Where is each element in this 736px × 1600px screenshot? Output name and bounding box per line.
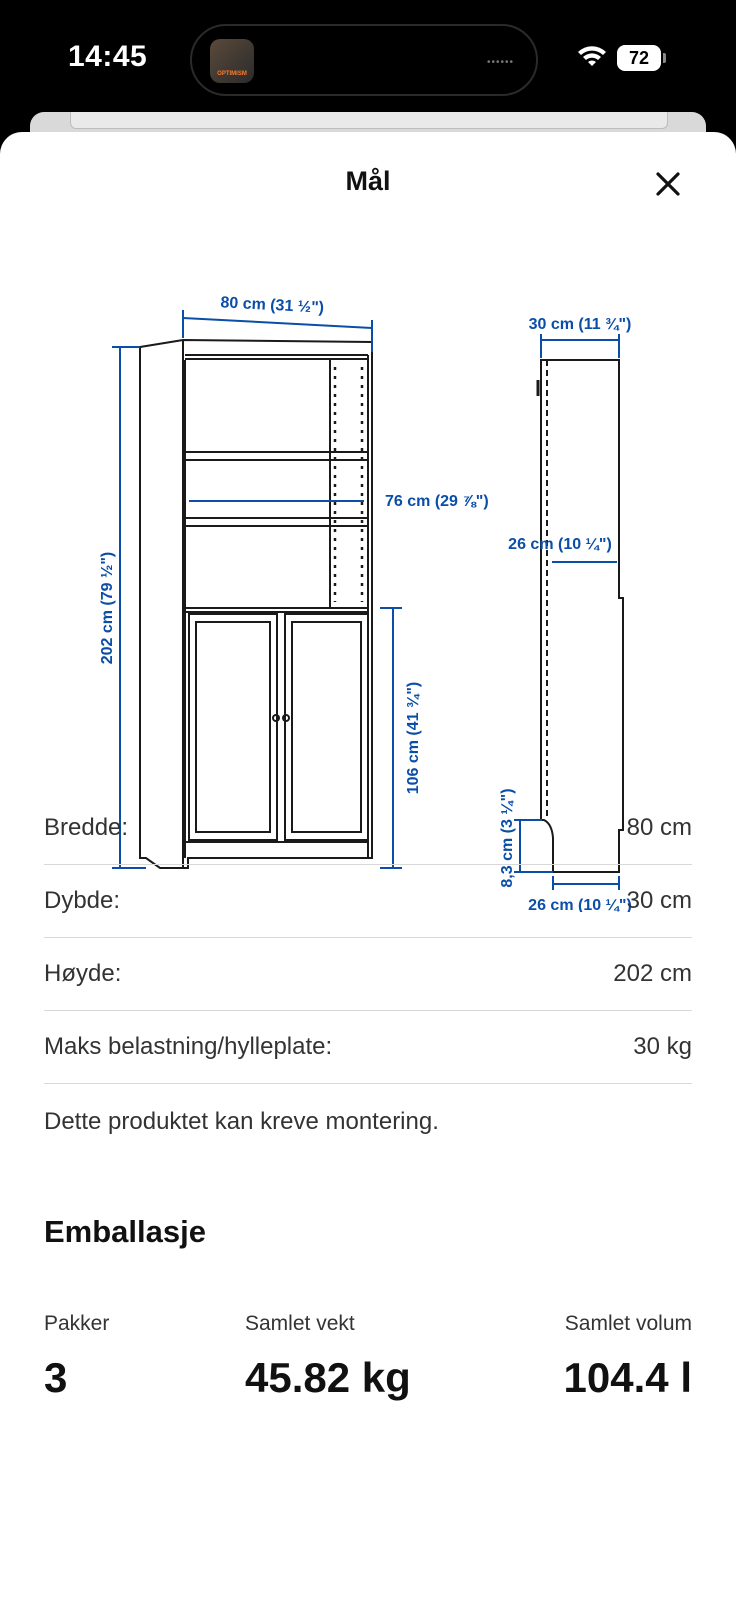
volume-value: 104.4 l — [563, 1354, 692, 1401]
volume-stat — [564, 1312, 692, 1402]
now-playing-artwork[interactable] — [210, 39, 254, 83]
label-inner-width: 76 cm (29 ⅞") — [385, 493, 489, 510]
label-side-depth-top: 30 cm (11 ¾") — [528, 316, 632, 333]
status-bar — [0, 0, 736, 118]
label-side-depth-bottom: 26 cm (10 ¼") — [528, 897, 632, 912]
close-icon[interactable] — [652, 168, 684, 200]
status-time: 14:45 — [68, 40, 148, 73]
dimension-label: Maks belastning/hylleplate: — [44, 1033, 333, 1060]
packages-stat — [44, 1312, 109, 1402]
packages-value: 3 — [44, 1354, 68, 1401]
dynamic-island[interactable] — [190, 24, 538, 96]
label-door-height: 106 cm (41 ¾") — [405, 681, 422, 795]
label-plinth-height: 8,3 cm (3 ¼") — [499, 788, 516, 888]
dimension-row — [44, 865, 692, 938]
weight-stat — [245, 1312, 411, 1402]
dimension-label: Bredde: — [44, 814, 129, 841]
weight-label: Samlet vekt — [245, 1312, 355, 1335]
dimension-value: 30 kg — [633, 1033, 692, 1060]
wifi-icon — [576, 44, 608, 68]
cabinet-outline — [140, 340, 372, 868]
artwork-label: OPTIMISM — [217, 71, 247, 77]
dimensions-table — [44, 792, 692, 1084]
packages-label: Pakker — [44, 1312, 110, 1335]
label-side-depth-inner: 26 cm (10 ¼") — [508, 536, 612, 553]
dimension-label: Høyde: — [44, 960, 122, 987]
dimension-value: 30 cm — [626, 887, 692, 914]
label-front-height: 202 cm (79 ½") — [99, 551, 116, 665]
weight-value: 45.82 kg — [245, 1354, 411, 1401]
volume-label: Samlet volum — [564, 1312, 692, 1335]
shelf-pin-holes — [335, 367, 362, 602]
dimension-row — [44, 938, 692, 1011]
dimension-value: 80 cm — [626, 814, 692, 841]
dimension-value: 202 cm — [613, 960, 692, 987]
dimension-row — [44, 1011, 692, 1084]
assembly-note: Dette produktet kan kreve montering. — [44, 1108, 439, 1135]
dimension-label: Dybde: — [44, 887, 121, 914]
packaging-heading: Emballasje — [44, 1214, 206, 1249]
label-front-width: 80 cm (31 ½") — [220, 294, 325, 317]
battery-indicator: 72 — [617, 45, 661, 71]
sheet-title: Mål — [345, 166, 391, 196]
dimension-row — [44, 792, 692, 865]
battery-tip — [663, 53, 666, 63]
audio-waveform-icon: •••••• — [486, 57, 514, 68]
